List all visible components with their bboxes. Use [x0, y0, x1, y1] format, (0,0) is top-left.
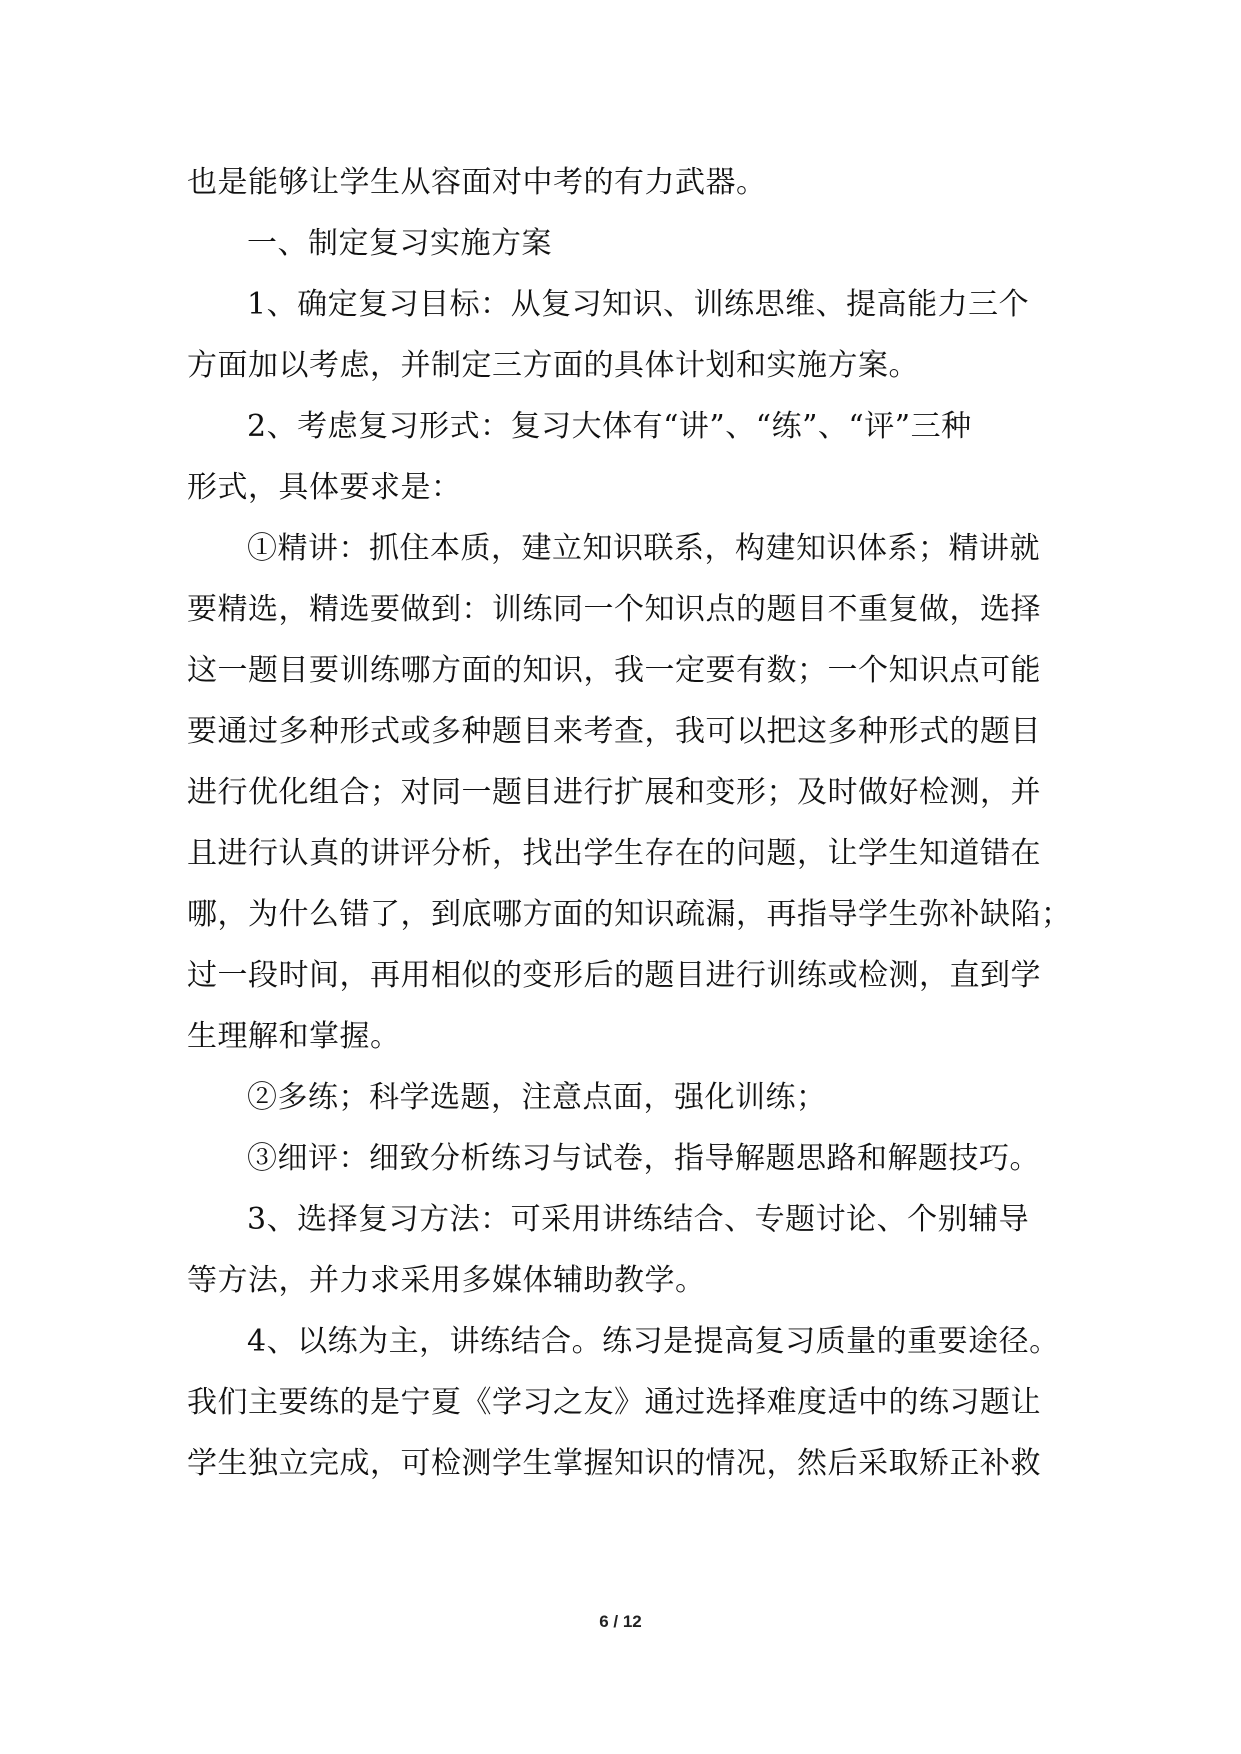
text-line: 且进行认真的讲评分析，找出学生存在的问题，让学生知道错在: [187, 836, 1041, 871]
text-line: 学生独立完成，可检测学生掌握知识的情况，然后采取矫正补救: [187, 1446, 1041, 1481]
text-line: 形式，具体要求是：: [187, 470, 462, 505]
text-line: 生理解和掌握。: [187, 1019, 401, 1054]
text-line: 等方法，并力求采用多媒体辅助教学。: [187, 1263, 706, 1298]
text-line: 要通过多种形式或多种题目来考查，我可以把这多种形式的题目: [187, 714, 1041, 749]
text-line: ②多练；科学选题，注意点面，强化训练；: [247, 1080, 827, 1115]
text-line: 2、考虑复习形式：复习大体有“讲”、“练”、“评”三种: [247, 409, 972, 444]
section-heading: 一、制定复习实施方案: [247, 226, 552, 261]
text-line: 哪，为什么错了，到底哪方面的知识疏漏，再指导学生弥补缺陷；: [187, 897, 1072, 932]
text-line: 我们主要练的是宁夏《学习之友》通过选择难度适中的练习题让: [187, 1385, 1041, 1420]
text-line: ①精讲：抓住本质，建立知识联系，构建知识体系；精讲就: [247, 531, 1040, 566]
text-line: 方面加以考虑，并制定三方面的具体计划和实施方案。: [187, 348, 919, 383]
text-line: 1、确定复习目标：从复习知识、训练思维、提高能力三个: [247, 287, 1030, 322]
text-line: 3、选择复习方法：可采用讲练结合、专题讨论、个别辅导: [247, 1202, 1030, 1237]
text-line: 要精选，精选要做到：训练同一个知识点的题目不重复做，选择: [187, 592, 1041, 627]
text-line: 4、以练为主，讲练结合。练习是提高复习质量的重要途径。: [247, 1324, 1060, 1359]
body-text: [187, 152, 1072, 1494]
text-line: ③细评：细致分析练习与试卷，指导解题思路和解题技巧。: [247, 1141, 1040, 1176]
text-line: 过一段时间，再用相似的变形后的题目进行训练或检测，直到学: [187, 958, 1041, 993]
page-number: 6 / 12: [599, 1612, 642, 1631]
text-line: 这一题目要训练哪方面的知识，我一定要有数；一个知识点可能: [187, 653, 1041, 688]
text-line: 也是能够让学生从容面对中考的有力武器。: [187, 165, 767, 200]
text-line: 进行优化组合；对同一题目进行扩展和变形；及时做好检测，并: [187, 775, 1041, 810]
